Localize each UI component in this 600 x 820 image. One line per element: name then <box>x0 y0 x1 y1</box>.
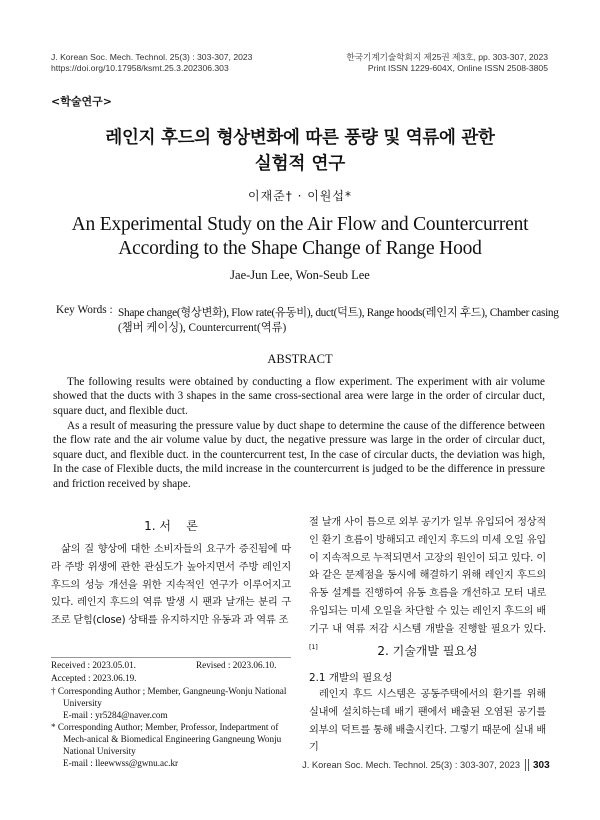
footnote-divider <box>51 657 291 658</box>
corresponding-author-2-affiliation: National University <box>63 746 136 756</box>
abstract-heading: ABSTRACT <box>267 352 333 366</box>
corresponding-author-1-email[interactable]: E-mail : yr5284@naver.com <box>63 710 168 720</box>
corresponding-author-2: * Corresponding Author; Member, Professor, Indepartment of <box>51 722 279 732</box>
section-1-text: 삶의 질 향상에 대한 소비자들의 요구가 증진됨에 따라 주방 위생에 관한 관심도가 높아지면서 주방 레인지 후드의 성능 개선을 위한 지속적인 연구가 이루어지고 있다. 레인지 후드의 역류 발생 시 팬과 날개는 분리 구조로 닫힘(close) 상태를 유지하지만 유동과 과 역류 조 <box>51 544 291 627</box>
section-2-1-text: 레인지 후드 시스템은 공동주택에서의 환기를 위해 실내에 설치하는데 배기 팬에서 배출된 오염된 공기를 외부의 덕트를 통해 배출시킨다. 그렇기 때문에 실내 배기 <box>309 689 546 754</box>
page-number: 303 <box>533 760 550 771</box>
corresponding-author-2-email[interactable]: E-mail : lleewwss@gwnu.ac.kr <box>63 758 179 768</box>
abstract-paragraph-1: The following results were obtained by conducting a flow experiment. The experiment with air volume showed that the ducts with 3 shapes in the same cross-sectional area were large in the order of circular duct, square duct, and flexible duct. <box>53 376 545 417</box>
title-english-line1: An Experimental Study on the Air Flow and Countercurrent <box>71 214 529 235</box>
title-english-line2: According to the Shape Change of Range Hood <box>118 238 482 259</box>
keywords-line1: Shape change(형상변화), Flow rate(유동비), duct(덕트), Range hoods(레인지 후드), Chamber casing <box>118 307 559 319</box>
authors-korean: 이재준† · 이원섭* <box>248 189 352 203</box>
issn-line: Print ISSN 1229-604X, Online ISSN 2508-3805 <box>367 63 548 73</box>
footer-divider-2 <box>528 759 529 771</box>
section-1-continued-text <box>309 514 546 660</box>
section-2-heading: 2. 기술개발 필요성 <box>377 644 478 658</box>
footer-citation: J. Korean Soc. Mech. Technol. 25(3) : 303-307, 2023 <box>302 760 520 770</box>
received-date: Received : 2023.05.01. <box>51 660 136 670</box>
article-category: <학술연구> <box>51 95 112 108</box>
authors-english: Jae-Jun Lee, Won-Seub Lee <box>230 268 370 282</box>
reference-marker[interactable]: [1] <box>309 642 318 651</box>
section-1-continued-body: 절 날개 사이 틈으로 외부 공기가 일부 유입되어 정상적인 환기 흐름이 방해되고 레인지 후드의 미세 오일 유입이 지속적으로 누적되면서 고장의 원인이 되고 있다. 이와 같은 문제점을 동시에 해결하기 위해 레인지 후드의 유동 설계를 진행하여 유동 흐름을 개선하고 모터 내로 유입되는 미세 오일을 차단할 수 있는 레인지 후드의 배기구 내 역류 저감 시스템 개발을 진행할 필요가 있다. <box>309 517 546 635</box>
journal-citation-ko: 한국기계기술학회지 제25권 제3호, pp. 303-307, 2023 <box>346 52 548 62</box>
keywords-label: Key Words : <box>56 304 113 316</box>
section-2-1-heading: 2.1 개발의 필요성 <box>309 672 393 684</box>
keywords-line2: (챔버 케이싱), Countercurrent(역류) <box>118 322 287 334</box>
corresponding-author-2-dept: Mech-anical & Biomedical Engineering Gangneung Wonju <box>63 734 282 744</box>
corresponding-author-1-affiliation: University <box>63 698 102 708</box>
title-korean-line1: 레인지 후드의 형상변화에 따른 풍량 및 역류에 관한 <box>105 128 495 148</box>
abstract-paragraph-2: As a result of measuring the pressure value by duct shape to determine the cause of the difference between the flow rate and the air volume value by duct, the negative pressure was large in the order of circular duct, square duct, and flexible duct. in the countercurrent test, In the case of circular ducts, the deviation was high, In the case of Flexible ducts, the mild increase in the countercurrent is judged to be the difference in pressure and friction received by shape. <box>53 420 545 490</box>
revised-date: Revised : 2023.06.10. <box>196 660 277 670</box>
doi-link[interactable]: https://doi.org/10.17958/ksmt.25.3.202306.303 <box>51 63 229 73</box>
title-korean-line2: 실험적 연구 <box>254 154 346 174</box>
footer-divider <box>525 759 526 771</box>
journal-citation: J. Korean Soc. Mech. Technol. 25(3) : 303-307, 2023 <box>51 52 253 62</box>
accepted-date: Accepted : 2023.06.19. <box>51 673 137 683</box>
corresponding-author-1: † Corresponding Author ; Member, Gangneung-Wonju National <box>51 686 287 696</box>
section-1-heading: 1. 서 론 <box>144 519 198 533</box>
